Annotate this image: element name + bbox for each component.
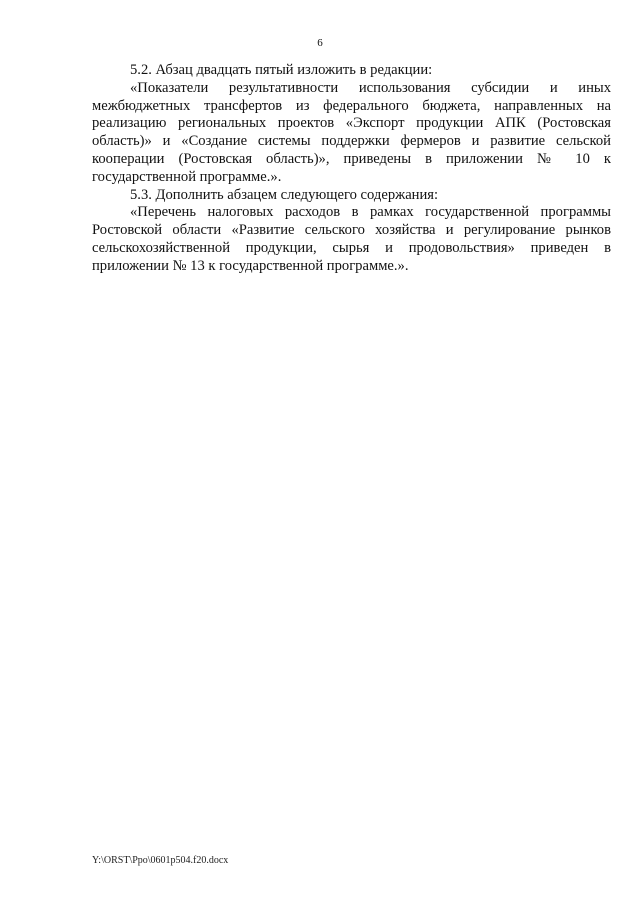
paragraph-5-2-text: «Показатели результативности использования субсидии и иных межбюджетных трансфертов из федерального бюджета, направленных на реализацию региональных проектов «Экспорт продукции АПК (Ростовская область)» и «Создание системы поддержки фермеров и развитие сельской кооперации (Ростовская область)», приведены в приложении № 10 к государственной программе.». <box>92 79 611 185</box>
paragraph-5-3-heading: 5.3. Дополнить абзацем следующего содержания: <box>130 186 439 203</box>
document-body <box>92 62 611 276</box>
paragraph-5-3-text: «Перечень налоговых расходов в рамках государственной программы Ростовской области «Развитие сельского хозяйства и регулирование рынков сельскохозяйственной продукции, сырья и продовольствия» приведен в приложении № 13 к государственной программе.». <box>92 204 611 274</box>
page-number: 6 <box>317 37 323 49</box>
paragraph-5-2-heading: 5.2. Абзац двадцать пятый изложить в редакции: <box>130 62 433 78</box>
footer-file-path: Y:\ORST\Ppo\0601p504.f20.docx <box>92 855 229 866</box>
